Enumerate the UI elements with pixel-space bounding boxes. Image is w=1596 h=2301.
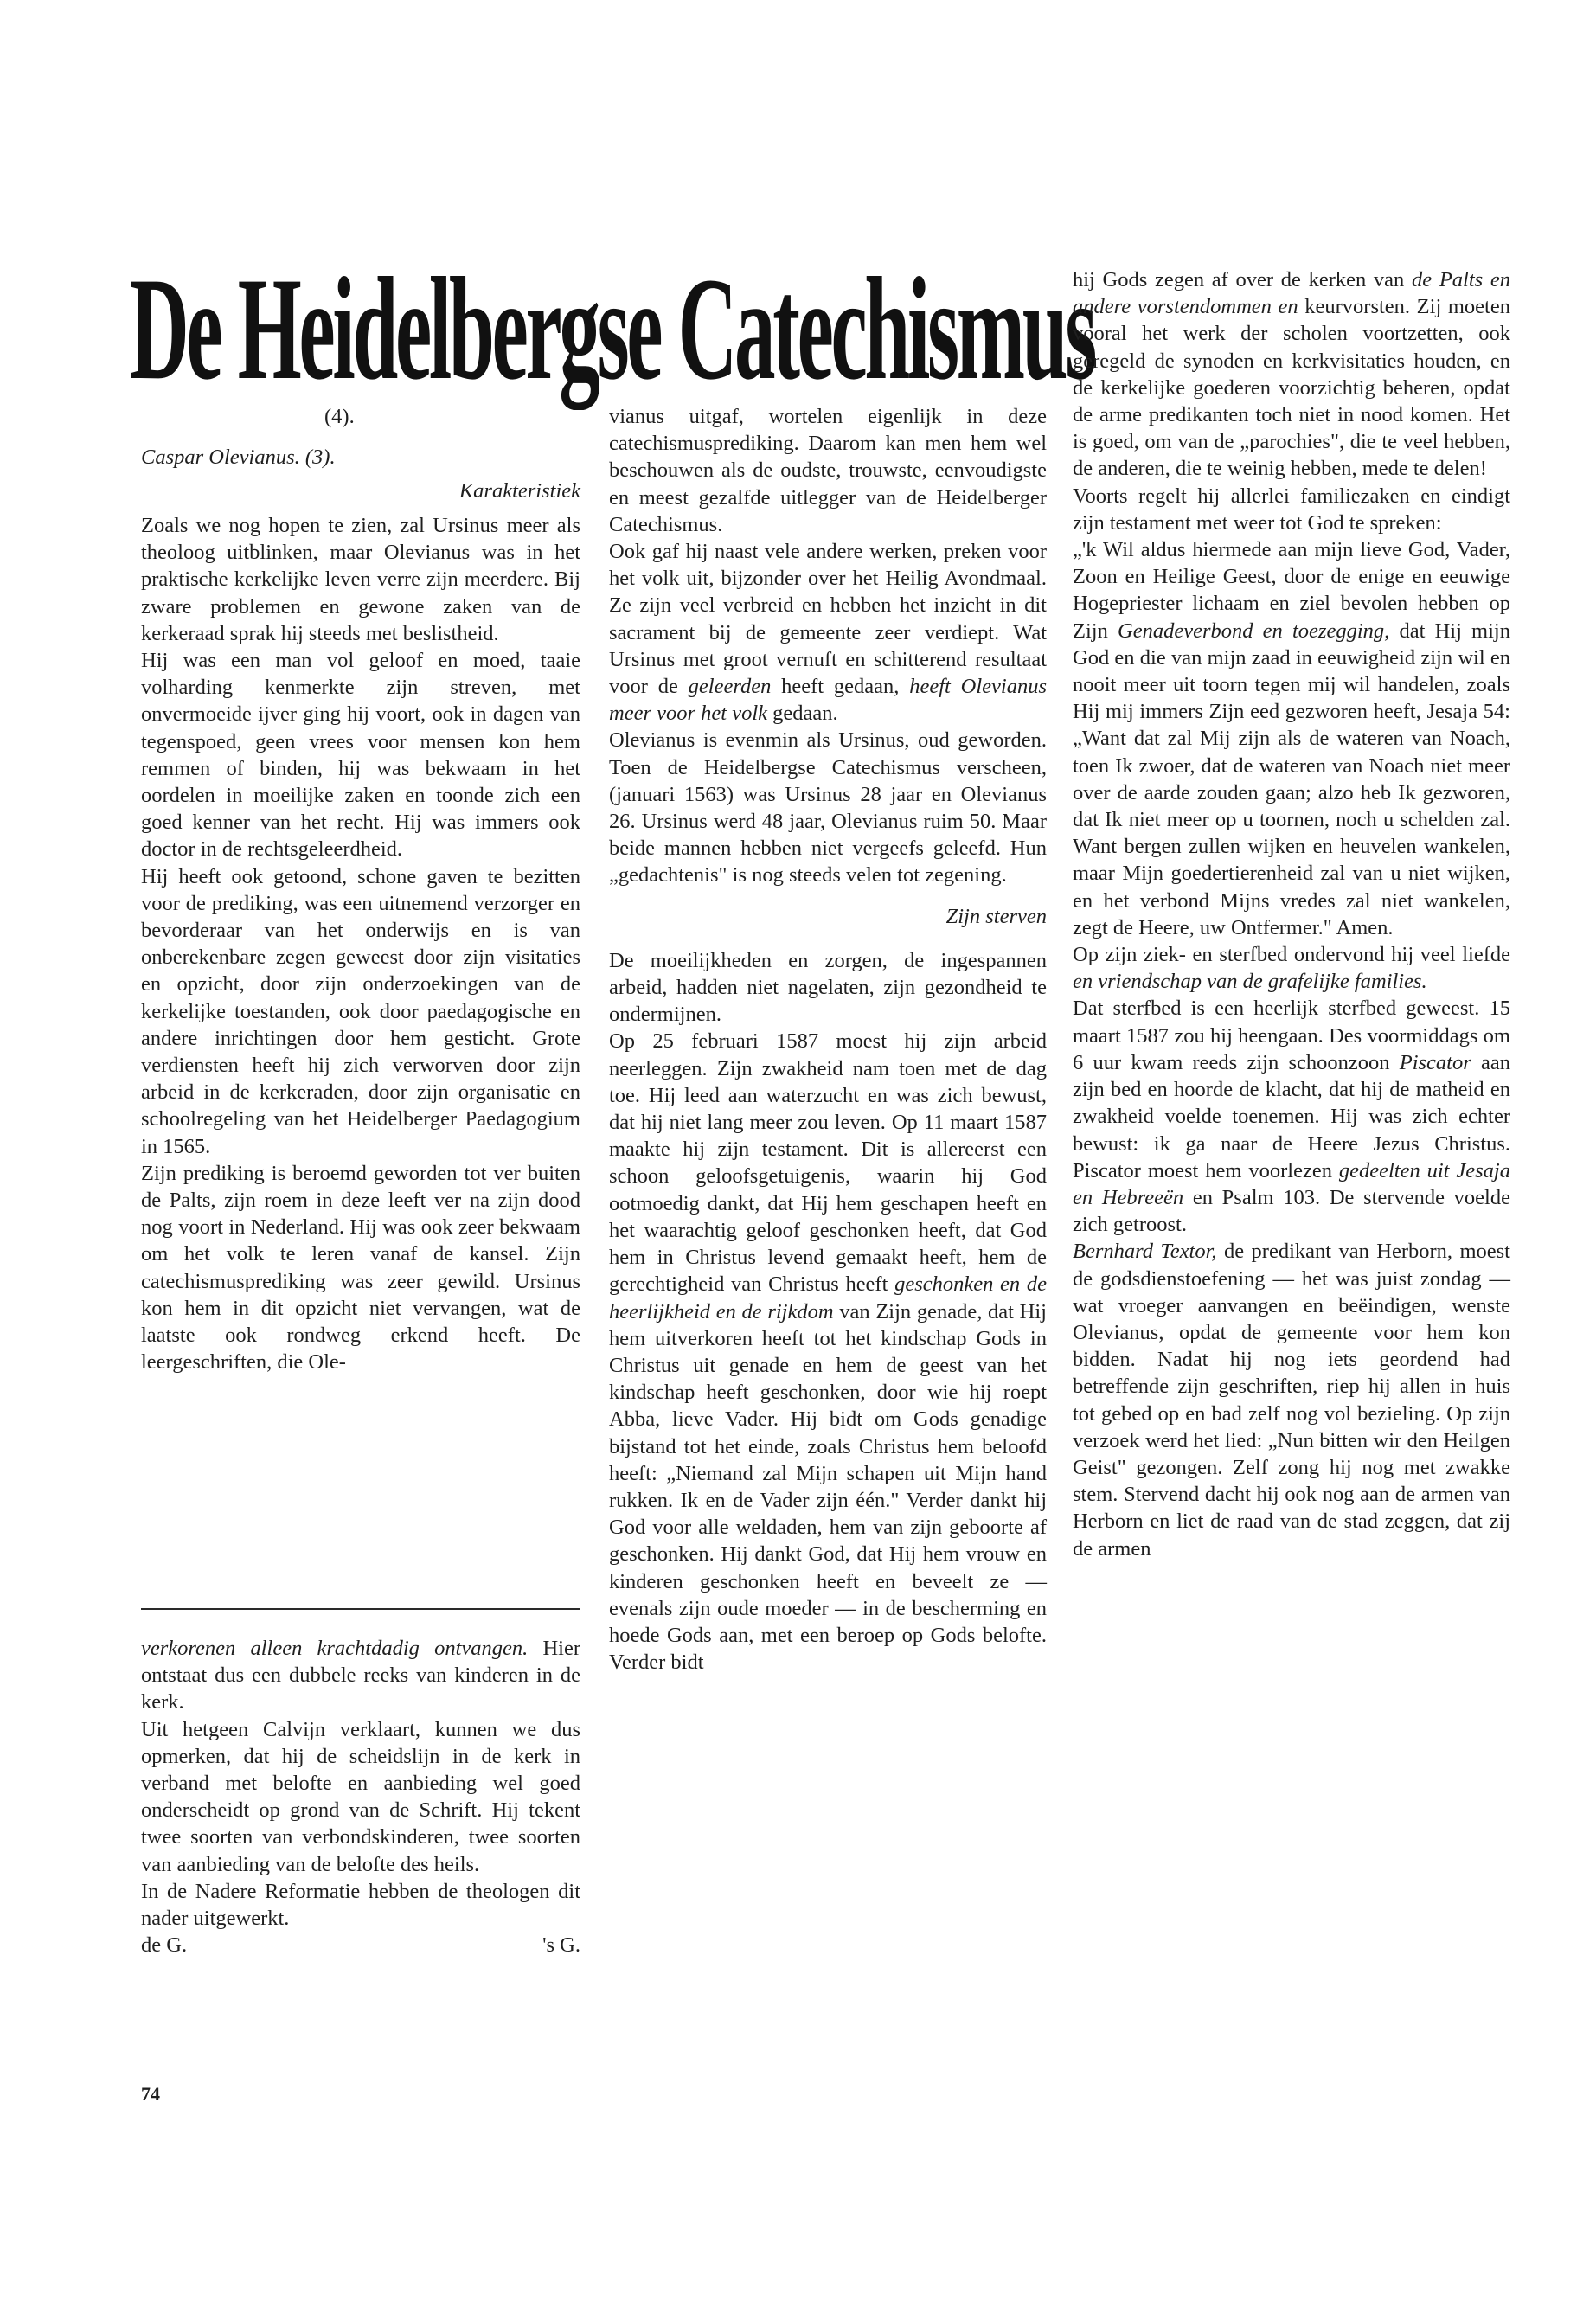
text: de predikant van Herborn, moest de godsdienstoefening — het was juist zondag — wat vroeger aanvangen en beëindigen, wenste Olevianus, opdat de gemeente voor hem kon bidden. Nadat hij nog iets geordend had betreffende zijn geschriften, riep hij allen in huis tot gebed op en bad zelf nog vol bezieling. Op zijn verzoek werd het lied: „Nun bitten wir den Heilgen Geist" gezongen. Zelf zong hij nog met zwakke stem. Stervend dacht hij ook nog aan de armen van Herborn en liet de raad van de stad zeggen, dat zij de armen: [1073, 1240, 1510, 1561]
text: dat Hij mijn God en die van mijn zaad in eeuwigheid zijn wil en nooit meer uit toorn tegen mij wil handelen, zoals Hij mij immers Zijn eed gezworen heeft, Jesaja 54: „Want dat zal Mij zijn als de wateren van Noach, toen Ik zwoer, dat de wateren van Noach niet meer over de aarde zouden gaan; alzo heb Ik gezworen, dat Ik niet meer op u toornen, noch u schelden zal. Want bergen zullen wijken en heuvelen wankelen, maar Mijn goedertierenheid zal van u niet wijken, en het verbond Mijns vredes zal niet wankelen, zegt de Heere, uw Ontfermer." Amen.: [1073, 619, 1510, 939]
paragraph: Zijn prediking is beroemd geworden tot ver buiten de Palts, zijn roem in deze leeft ver na zijn dood nog voort in Nederland. Hij was ook zeer bekwaam om het volk te leren vanaf de kansel. Zijn catechismusprediking was zeer gewild. Ursinus kon hem in dit opzicht niet vervangen, wat de laatste ook rondweg erkend heeft. De leergeschriften, die Ole-: [141, 1161, 580, 1375]
italic-text: Genadeverbond en toezegging,: [1118, 619, 1390, 643]
paragraph: [141, 1635, 580, 1716]
paragraph: Hij heeft ook getoond, schone gaven te bezitten voor de prediking, was een uitnemend verzorger en bevorderaar van het onderwijs en is van onberekenbare zegen geweest door zijn visitaties en opzicht, door zijn onderzoekingen van de kerkelijke toestanden, ook door paedagogische en andere inrichtingen door hem gesticht. Grote verdiensten heeft hij zich verworven door zijn arbeid in de kerkeraden, door zijn organisatie en schoolregeling van het Heidelberger Paedagogium in 1565.: [141, 864, 580, 1158]
text: Op 25 februari 1587 moest hij zijn arbeid neerleggen. Zijn zwakheid nam toen met de dag toe. Hij leed aan waterzucht en was zich bewust, dat hij niet lang meer zou leven. Op 11 maart 1587 maakte hij zijn testament. Dit is allereerst een schoon geloofsgetuigenis, waarin hij God ootmoedig dankt, dat Hij hem geschapen heeft en het waarachtig geloof geschonken heeft, dat God hem in Christus levend gemaakt heeft, hem de gerechtigheid van Christus heeft: [609, 1029, 1047, 1297]
italic-text: de Palts en andere vorstendommen en: [1073, 268, 1510, 319]
column-divider-rule: [141, 1608, 580, 1610]
text: aan zijn bed en hoorde de klacht, dat hij de matheid en zwakheid voelde toenemen. Hij was zich echter bewust: ik ga naar de Heere Jezus Christus. Piscator moest hem voorlezen: [1073, 1050, 1511, 1183]
paragraph: [1073, 536, 1510, 941]
italic-text: gedeelten uit Jesaja en Hebreeën: [1073, 1158, 1510, 1209]
paragraph: Uit hetgeen Calvijn verklaart, kunnen we dus opmerken, dat hij de scheidslijn in de kerk in verband met belofte en aanbieding wel goed onderscheidt op grond van de Schrift. Hij tekent twee soorten van verbondskinderen, twee soorten van aanbieding van de belofte des heils.: [141, 1717, 580, 1876]
subject-heading: Caspar Olevianus. (3).: [141, 445, 336, 469]
paragraph: [1073, 941, 1510, 995]
italic-text: heeft Olevianus meer voor het volk: [609, 675, 1047, 726]
text: keurvorsten. Zij moeten vooral het werk der scholen voortzetten, ook geregeld de synoden en kerkvisitaties houden, en de kerkelijke goederen voorzichtig beheren, opdat de arme predikanten toch niet in nood komen. Het is goed, om van de „parochies", die te veel hebben, de anderen, die te weinig hebben, mede te delen!: [1073, 295, 1510, 481]
paragraph: Voorts regelt hij allerlei familiezaken en eindigt zijn testament met weer tot God te spreken:: [1073, 484, 1510, 535]
italic-text: Bernhard Textor,: [1073, 1240, 1217, 1264]
text: hij Gods zegen af over de kerken van: [1073, 268, 1412, 292]
text: Dat sterfbed is een heerlijk sterfbed geweest. 15 maart 1587 zou hij heengaan. Des voormiddags om 6 uur kwam reeds zijn schoonzoon: [1073, 997, 1510, 1074]
column-2-body: [609, 403, 1047, 2055]
italic-text: en vriendschap van de grafelijke families.: [1073, 970, 1427, 994]
paragraph: Olevianus is evenmin als Ursinus, oud geworden. Toen de Heidelbergse Catechismus verscheen, (januari 1563) was Ursinus 28 jaar en Olevianus 26. Ursinus werd 48 jaar, Olevianus ruim 50. Maar beide mannen hebben niet vergeefs geleefd. Hun „gedachtenis" is nog steeds velen tot zegening.: [609, 728, 1047, 888]
column-1-continuation: [141, 1635, 580, 2050]
paragraph: De moeilijkheden en zorgen, de ingespannen arbeid, hadden niet nagelaten, zijn gezondheid te ondermijnen.: [609, 948, 1047, 1027]
italic-text: geschonken en de heerlijkheid en de rijkdom: [609, 1272, 1047, 1324]
column-3-body: [1073, 266, 1510, 2055]
subheading-zijn-sterven: Zijn sterven: [945, 904, 1047, 928]
paragraph: In de Nadere Reformatie hebben de theologen dit nader uitgewerkt.: [141, 1879, 580, 1931]
paragraph: [609, 538, 1047, 727]
text: en Psalm 103. De stervende voelde zich getroost.: [1073, 1185, 1510, 1237]
article-title: De Heidelbergse Catechismus: [130, 247, 1094, 410]
text: heeft gedaan,: [771, 675, 910, 699]
text: van Zijn genade, dat Hij hem uitverkoren heeft tot het kindschap Gods in Christus uit genade en hem de geest van het kindschap heeft geschonken, door wie hij roept Abba, lieve Vader. Hij bidt om Gods genadige bijstand tot het einde, zoals Christus hem beloofd heeft: „Niemand zal Mijn schapen uit Mijn hand rukken. Ik en de Vader zijn één." Verder dankt hij God voor alle weldaden, hem van zijn geboorte af geschonken. Hij dankt God, dat Hij hem vrouw en kinderen geschonken heeft en beveelt ze — evenals zijn oude moeder — in de bescherming en hoede Gods aan, met een beroep op Gods belofte. Verder bidt: [609, 1299, 1047, 1675]
italic-text: geleerden: [688, 675, 772, 699]
author-signature: [141, 1932, 580, 1958]
article-part-number: (4).: [324, 405, 355, 428]
text: Op zijn ziek- en sterfbed ondervond hij veel liefde: [1073, 943, 1510, 967]
italic-text: verkorenen alleen krachtdadig ontvangen.: [141, 1637, 529, 1660]
subheading-karakteristiek: Karakteristiek: [458, 479, 580, 503]
paragraph: vianus uitgaf, wortelen eigenlijk in deze catechismusprediking. Daarom kan men hem wel beschouwen als de oudste, trouwste, eenvoudigste en meest gezalfde uitlegger van de Heidelberger Catechismus.: [609, 405, 1047, 536]
paragraph: [1073, 1238, 1510, 1561]
paragraph: [609, 1028, 1047, 1676]
paragraph: Hij was een man vol geloof en moed, taaie volharding kenmerkte zijn streven, met onvermoeide ijver ging hij voort, ook in dagen van tegenspoed, geen vrees voor mensen kon hem remmen of binden, hij was bekwaam in het oordelen in moeilijke zaken en toonde zich een goed kenner van het recht. Hij was immers ook doctor in de rechtsgeleerdheid.: [141, 649, 580, 862]
text: Hier ontstaat dus een dubbele reeks van kinderen in de kerk.: [141, 1637, 580, 1715]
text: „'k Wil aldus hiermede aan mijn lieve God, Vader, Zoon en Heilige Geest, door de enige en eeuwige Hogepriester lichaam en ziel bevolen hebben op Zijn: [1073, 538, 1510, 643]
text: gedaan.: [767, 702, 838, 726]
paragraph: Zoals we nog hopen te zien, zal Ursinus meer als theoloog uitblinken, maar Olevianus was in het praktische kerkelijke leven verre zijn meerdere. Bij zware problemen en gewone zaken van de kerkeraad sprak hij steeds met beslistheid.: [141, 514, 580, 645]
signature-left: de G.: [141, 1933, 188, 1958]
text: Ook gaf hij naast vele andere werken, preken voor het volk uit, bijzonder over het Heilig Avondmaal. Ze zijn veel verbreid en hebben het inzicht in dit sacrament bij de gemeente zeer verdiept. Wat Ursinus met groot vernuft en schitterend resultaat voor de: [609, 540, 1047, 699]
paragraph: [1073, 995, 1510, 1238]
italic-text: Piscator: [1399, 1050, 1471, 1074]
paragraph: [1073, 266, 1510, 483]
signature-right: 's G.: [542, 1933, 580, 1958]
page-number: 74: [141, 2083, 160, 2105]
column-1-body: [141, 512, 580, 1592]
